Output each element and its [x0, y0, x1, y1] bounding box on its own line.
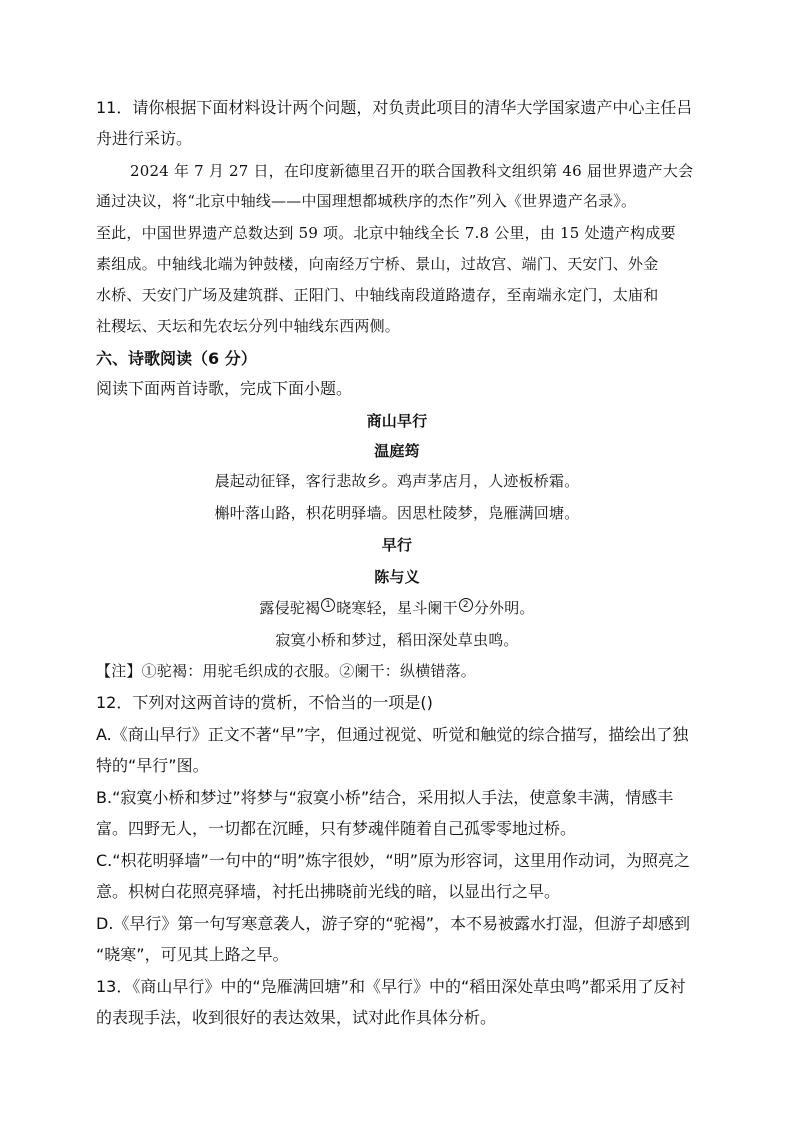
poem2-line-1 [0, 597, 794, 618]
material-line-1: 2024 年 7 月 27 日，在印度新德里召开的联合国教科文组织第 46 届世界遗产大会 [130, 162, 694, 180]
material-line-5: 水桥、天安门广场及建筑群、正阳门、中轴线南段道路遗存，至南端永定门，太庙和 [96, 286, 659, 304]
poem2-author: 陈与义 [374, 568, 420, 586]
poem1-line-2: 槲叶落山路，枳花明驿墙。因思杜陵梦，凫雁满回塘。 [214, 504, 580, 522]
q12-option-b-line-2: 富。四野无人，一切都在沉睡，只有梦魂伴随着自己孤零零地过桥。 [96, 819, 577, 838]
section-heading: 六、诗歌阅读（6 分） [96, 349, 257, 368]
poem1-line-1: 晨起动征铎，客行悲故乡。鸡声茅店月，人迹板桥霜。 [214, 472, 580, 490]
q12-stem: 12．下列对这两首诗的赏析，不恰当的一项是() [96, 693, 433, 712]
q12-option-c-line-2: 意。枳树白花照亮驿墙，衬托出拂晓前光线的暗，以显出行之早。 [96, 882, 561, 901]
footnote-mark-1: 1 [321, 598, 335, 612]
poem1-title: 商山早行 [366, 412, 428, 430]
q11-line-1: 11．请你根据下面材料设计两个问题，对负责此项目的清华大学国家遗产中心主任吕 [96, 98, 693, 117]
footnote-mark-2: 2 [459, 598, 473, 612]
q12-option-d-line-1: D.《早行》第一句写寒意袭人，游子穿的“驼褐”，本不易被露水打湿，但游子却感到 [96, 914, 690, 933]
q12-option-a-line-1: A.《商山早行》正文不著“早”字，但通过视觉、听觉和触觉的综合描写，描绘出了独 [96, 725, 689, 744]
section-instruction: 阅读下面两首诗歌，完成下面小题。 [96, 379, 353, 398]
material-line-2: 通过决议，将“北京中轴线——中国理想都城秩序的杰作”列入《世界遗产名录》。 [96, 192, 637, 210]
poem1-author: 温庭筠 [374, 442, 420, 460]
q12-option-c-line-1: C.“枳花明驿墙”一句中的“明”炼字很妙，“明”原为形容词，这里用作动词，为照亮之 [96, 851, 690, 870]
material-line-3: 至此，中国世界遗产总数达到 59 项。北京中轴线全长 7.8 公里，由 15 处遗产构成要 [96, 224, 676, 242]
q11-line-2: 舟进行采访。 [96, 129, 193, 148]
poem2-line-1-part-b: 晓寒轻，星斗阑干 [336, 599, 458, 617]
poem-note: 【注】①驼褐：用驼毛织成的衣服。②阑干：纵横错落。 [96, 662, 477, 680]
poem2-line-1-part-a: 露侵驼褐 [259, 599, 321, 617]
material-line-4: 素组成。中轴线北端为钟鼓楼，向南经万宁桥、景山，过故宫、端门、天安门、外金 [96, 255, 659, 273]
q12-option-a-line-2: 特的“早行”图。 [96, 756, 209, 775]
q13-line-2: 的表现手法，收到很好的表达效果，试对此作具体分析。 [96, 1008, 497, 1027]
q12-option-b-line-1: B.“寂寞小桥和梦过”将梦与“寂寞小桥”结合，采用拟人手法，使意象丰满，情感丰 [96, 788, 674, 807]
poem2-title: 早行 [381, 536, 413, 554]
q12-option-d-line-2: “晓寒”，可见其上路之早。 [96, 945, 289, 964]
poem2-line-2: 寂寞小桥和梦过，稻田深处草虫鸣。 [275, 631, 519, 649]
material-line-6: 社稷坛、天坛和先农坛分列中轴线东西两侧。 [96, 317, 401, 335]
q13-line-1: 13．《商山早行》中的“凫雁满回塘”和《早行》中的“稻田深处草虫鸣”都采用了反衬 [96, 977, 686, 996]
poem2-line-1-part-c: 分外明。 [473, 599, 535, 617]
